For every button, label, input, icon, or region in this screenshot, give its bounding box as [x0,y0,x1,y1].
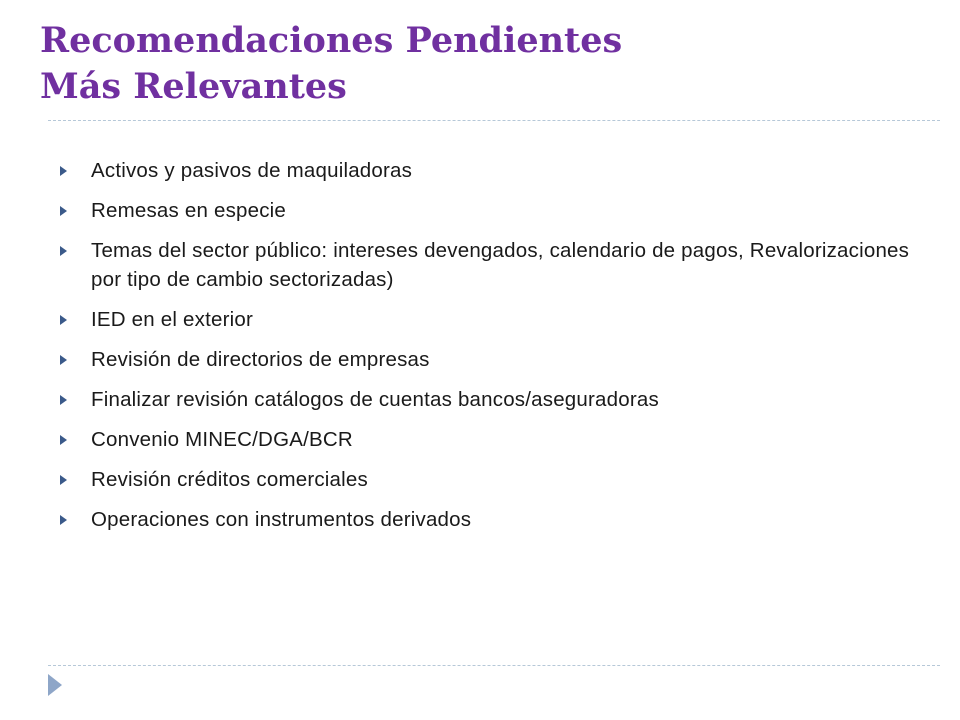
bottom-divider [48,665,940,666]
bullet-text: Finalizar revisión catálogos de cuentas bancos/aseguradoras [91,388,659,411]
triangle-bullet-icon [60,206,67,216]
slide-title-line-1: Recomendaciones Pendientes [40,20,623,61]
bullet-item [58,305,918,334]
triangle-bullet-icon [60,435,67,445]
triangle-bullet-icon [60,475,67,485]
triangle-bullet-icon [60,395,67,405]
bullet-item [58,156,918,185]
top-divider [48,120,940,121]
triangle-bullet-icon [60,315,67,325]
bullet-item [58,236,918,294]
bullet-item [58,505,918,534]
bullet-text: Activos y pasivos de maquiladoras [91,159,413,182]
triangle-bullet-icon [60,515,67,525]
corner-arrow-icon [48,674,62,696]
bullet-text: Operaciones con instrumentos derivados [91,508,472,531]
bullet-text: IED en el exterior [91,308,253,331]
bullet-item [58,425,918,454]
triangle-bullet-icon [60,246,67,256]
bullet-item [58,345,918,374]
bullet-list [58,156,918,545]
bullet-text: Temas del sector público: intereses devengados, calendario de pagos, Revalorizaciones por tipo de cambio sectorizadas) [91,239,910,291]
bullet-item [58,465,918,494]
bullet-text: Revisión de directorios de empresas [91,348,430,371]
bullet-text: Revisión créditos comerciales [91,468,368,491]
triangle-bullet-icon [60,355,67,365]
slide-title [40,18,622,110]
slide-title-line-2: Más Relevantes [40,66,347,107]
bullet-text: Convenio MINEC/DGA/BCR [91,428,353,451]
bullet-item [58,196,918,225]
bullet-item [58,385,918,414]
triangle-bullet-icon [60,166,67,176]
bullet-text: Remesas en especie [91,199,287,222]
